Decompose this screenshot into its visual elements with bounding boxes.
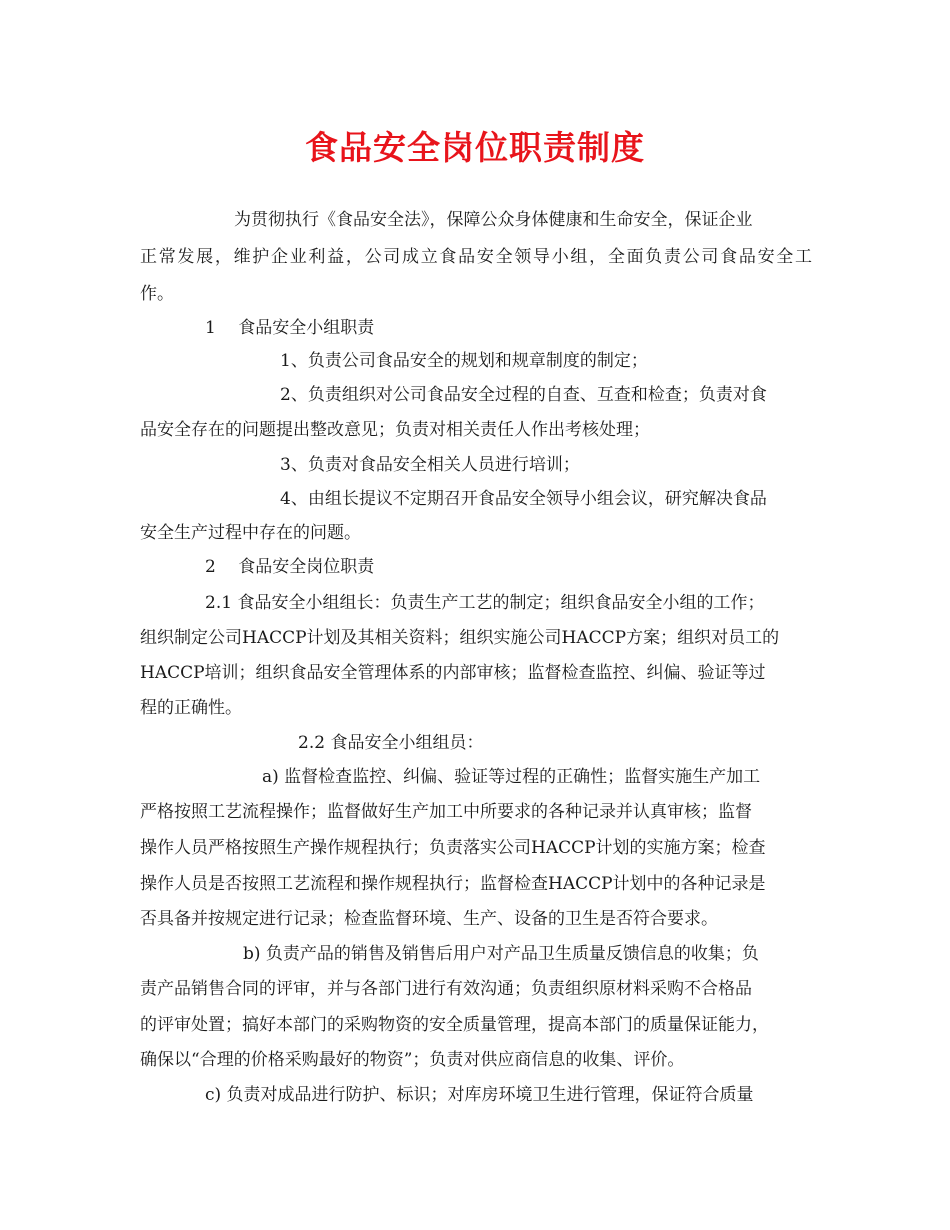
list-item-continuation: 操作人员严格按照生产操作规程执行；负责落实公司HACCP计划的实施方案；检查 bbox=[140, 838, 766, 858]
paragraph-line: 为贯彻执行《食品安全法》，保障公众身体健康和生命安全，保证企业 bbox=[234, 210, 753, 230]
list-item: 3、负责对食品安全相关人员进行培训； bbox=[280, 455, 580, 475]
list-item-continuation: 的评审处置；搞好本部门的采购物资的安全质量管理，提高本部门的质量保证能力， bbox=[140, 1015, 769, 1035]
paragraph-line: HACCP培训；组织食品安全管理体系的内部审核；监督检查监控、纠偏、验证等过 bbox=[140, 663, 766, 683]
list-item-continuation: 操作人员是否按照工艺流程和操作规程执行；监督检查HACCP计划中的各种记录是 bbox=[140, 874, 766, 894]
list-item-continuation: 严格按照工艺流程操作；监督做好生产加工中所要求的各种记录并认真审核；监督 bbox=[140, 802, 752, 822]
section-heading: 2 食品安全岗位职责 bbox=[205, 557, 375, 577]
list-item: a) 监督检查监控、纠偏、验证等过程的正确性；监督实施生产加工 bbox=[262, 767, 761, 787]
list-item-continuation: 责产品销售合同的评审，并与各部门进行有效沟通；负责组织原材料采购不合格品 bbox=[140, 979, 752, 999]
list-item-continuation: 品安全存在的问题提出整改意见；负责对相关责任人作出考核处理； bbox=[140, 420, 650, 440]
document-title: 食品安全岗位职责制度 bbox=[305, 128, 645, 167]
list-item: b) 负责产品的销售及销售后用户对产品卫生质量反馈信息的收集；负 bbox=[243, 944, 759, 964]
list-item: 4、由组长提议不定期召开食品安全领导小组会议，研究解决食品 bbox=[280, 489, 767, 509]
list-item-continuation: 否具备并按规定进行记录；检查监督环境、生产、设备的卫生是否符合要求。 bbox=[140, 909, 718, 929]
subsection-heading: 2.2 食品安全小组组员： bbox=[298, 733, 484, 753]
paragraph-line: 组织制定公司HACCP计划及其相关资料；组织实施公司HACCP方案；组织对员工的 bbox=[140, 628, 780, 648]
list-item: c) 负责对成品进行防护、标识；对库房环境卫生进行管理，保证符合质量 bbox=[205, 1085, 754, 1105]
paragraph-line: 程的正确性。 bbox=[140, 698, 242, 718]
list-item: 1、负责公司食品安全的规划和规章制度的制定； bbox=[280, 351, 648, 371]
paragraph-line: 作。 bbox=[140, 284, 174, 304]
list-item: 2、负责组织对公司食品安全过程的自查、互查和检查；负责对食 bbox=[280, 385, 767, 405]
section-heading: 1 食品安全小组职责 bbox=[205, 318, 375, 338]
paragraph-line: 正常发展，维护企业利益，公司成立食品安全领导小组，全面负责公司食品安全工 bbox=[140, 247, 812, 267]
paragraph-line: 2.1 食品安全小组组长：负责生产工艺的制定；组织食品安全小组的工作； bbox=[205, 593, 765, 613]
list-item-continuation: 确保以“合理的价格采购最好的物资”；负责对供应商信息的收集、评价。 bbox=[140, 1050, 685, 1070]
list-item-continuation: 安全生产过程中存在的问题。 bbox=[140, 523, 361, 543]
